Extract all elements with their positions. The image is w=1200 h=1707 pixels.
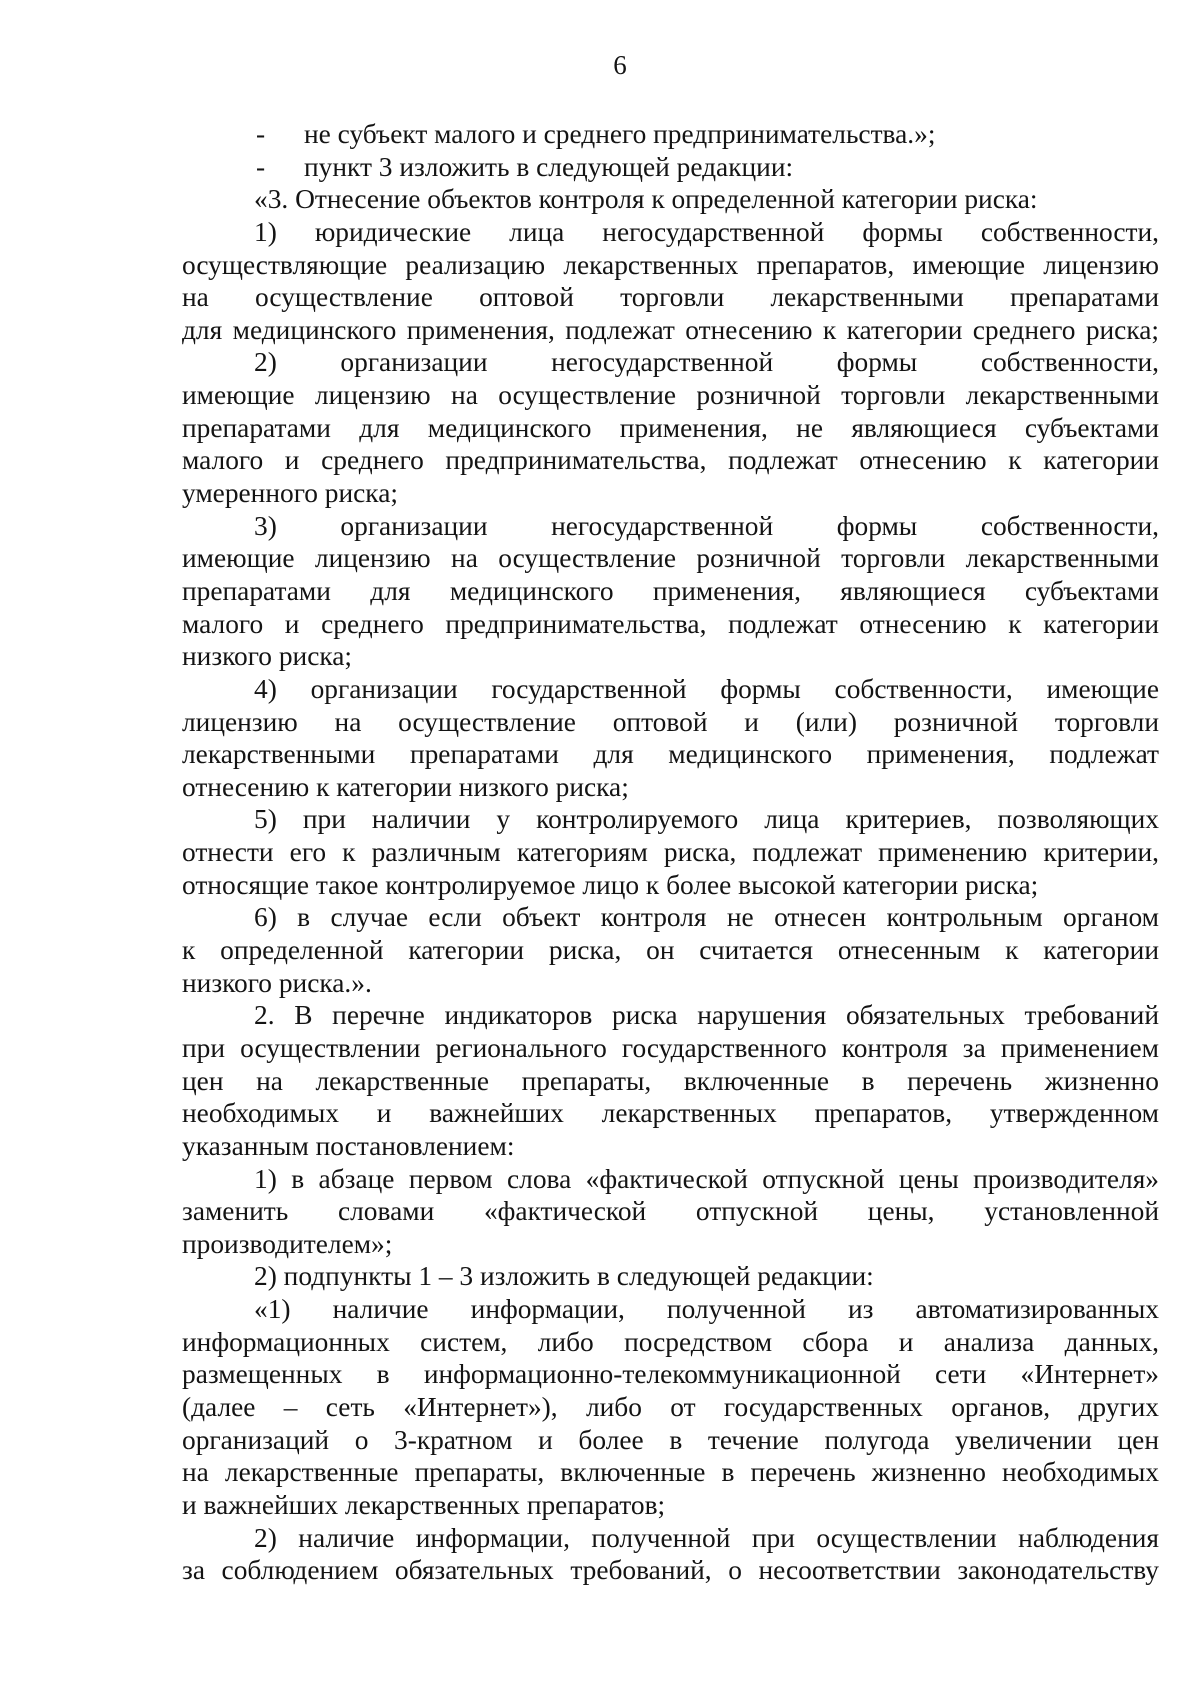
text-line: 2) наличие информации, полученной при осуществлении наблюдения bbox=[254, 1522, 1159, 1553]
text-line: 4) организации государственной формы собственности, имеющие bbox=[254, 673, 1159, 704]
text-line: малого и среднего предпринимательства, подлежат отнесению к категории bbox=[182, 608, 1159, 639]
text-line: «3. Отнесение объектов контроля к определенной категории риска: bbox=[254, 184, 1038, 215]
text-line: препаратами для медицинского применения, являющиеся субъектами bbox=[182, 575, 1159, 606]
text-line: на лекарственные препараты, включенные в перечень жизненно необходимых bbox=[182, 1457, 1159, 1488]
text-line: 3) организации негосударственной формы собственности, bbox=[254, 510, 1159, 541]
text-line: для медицинского применения, подлежат отнесению к категории среднего риска; bbox=[182, 314, 1159, 345]
text-line: размещенных в информационно-телекоммуникационной сети «Интернет» bbox=[182, 1359, 1159, 1390]
text-line: 1) юридические лица негосударственной формы собственности, bbox=[254, 216, 1159, 247]
text-line: 2) организации негосударственной формы собственности, bbox=[254, 347, 1159, 378]
list-dash: - bbox=[256, 151, 266, 182]
list-dash: - bbox=[256, 119, 266, 149]
text-line bbox=[182, 151, 1159, 184]
text-line: относящие такое контролируемое лицо к более высокой категории риска; bbox=[182, 869, 1039, 900]
text-line: имеющие лицензию на осуществление розничной торговли лекарственными bbox=[182, 380, 1159, 411]
text-line: имеющие лицензию на осуществление розничной торговли лекарственными bbox=[182, 543, 1159, 574]
document-body bbox=[182, 118, 1159, 1587]
text-line: осуществляющие реализацию лекарственных препаратов, имеющие лицензию bbox=[182, 249, 1159, 280]
text-line: низкого риска; bbox=[182, 641, 353, 672]
text-line: отнести его к различным категориям риска, подлежат применению критерии, bbox=[182, 837, 1159, 868]
text-line: производителем»; bbox=[182, 1228, 393, 1259]
text-line: цен на лекарственные препараты, включенные в перечень жизненно bbox=[182, 1065, 1159, 1096]
text-line: (далее – сеть «Интернет»), либо от государственных органов, других bbox=[182, 1391, 1159, 1422]
text-line: за соблюдением обязательных требований, о несоответствии законодательству bbox=[182, 1555, 1159, 1586]
text-line: умеренного риска; bbox=[182, 478, 398, 509]
text-line: 5) при наличии у контролируемого лица критериев, позволяющих bbox=[254, 804, 1159, 835]
text-line: препаратами для медицинского применения, не являющиеся субъектами bbox=[182, 412, 1159, 443]
text-line: 1) в абзаце первом слова «фактической отпускной цены производителя» bbox=[254, 1163, 1159, 1194]
line-text: пункт 3 изложить в следующей редакции: bbox=[304, 151, 794, 182]
text-line: на осуществление оптовой торговли лекарственными препаратами bbox=[182, 282, 1159, 313]
text-line: к определенной категории риска, он считается отнесенным к категории bbox=[182, 935, 1159, 966]
text-line: «1) наличие информации, полученной из автоматизированных bbox=[254, 1294, 1159, 1325]
text-line: информационных систем, либо посредством сбора и анализа данных, bbox=[182, 1326, 1159, 1357]
text-line: лицензию на осуществление оптовой и (или) розничной торговли bbox=[182, 706, 1159, 737]
text-line: и важнейших лекарственных препаратов; bbox=[182, 1489, 666, 1520]
text-line: малого и среднего предпринимательства, подлежат отнесению к категории bbox=[182, 445, 1159, 476]
text-line: отнесению к категории низкого риска; bbox=[182, 771, 629, 802]
text-line: заменить словами «фактической отпускной цены, установленной bbox=[182, 1196, 1159, 1227]
text-line: 2. В перечне индикаторов риска нарушения обязательных требований bbox=[254, 1000, 1159, 1031]
text-line: низкого риска.». bbox=[182, 967, 372, 998]
text-line: 6) в случае если объект контроля не отнесен контрольным органом bbox=[254, 902, 1159, 933]
line-text: не субъект малого и среднего предпринимательства.»; bbox=[304, 119, 936, 149]
text-line bbox=[182, 118, 1159, 151]
text-line: необходимых и важнейших лекарственных препаратов, утвержденном bbox=[182, 1098, 1159, 1129]
text-line: при осуществлении регионального государственного контроля за применением bbox=[182, 1032, 1159, 1063]
text-line: лекарственными препаратами для медицинского применения, подлежат bbox=[182, 739, 1159, 770]
text-line: организаций о 3-кратном и более в течение полугода увеличении цен bbox=[182, 1424, 1159, 1455]
text-line: 2) подпункты 1 – 3 изложить в следующей редакции: bbox=[254, 1261, 874, 1292]
text-line: указанным постановлением: bbox=[182, 1130, 515, 1161]
page-number: 6 bbox=[613, 50, 627, 80]
